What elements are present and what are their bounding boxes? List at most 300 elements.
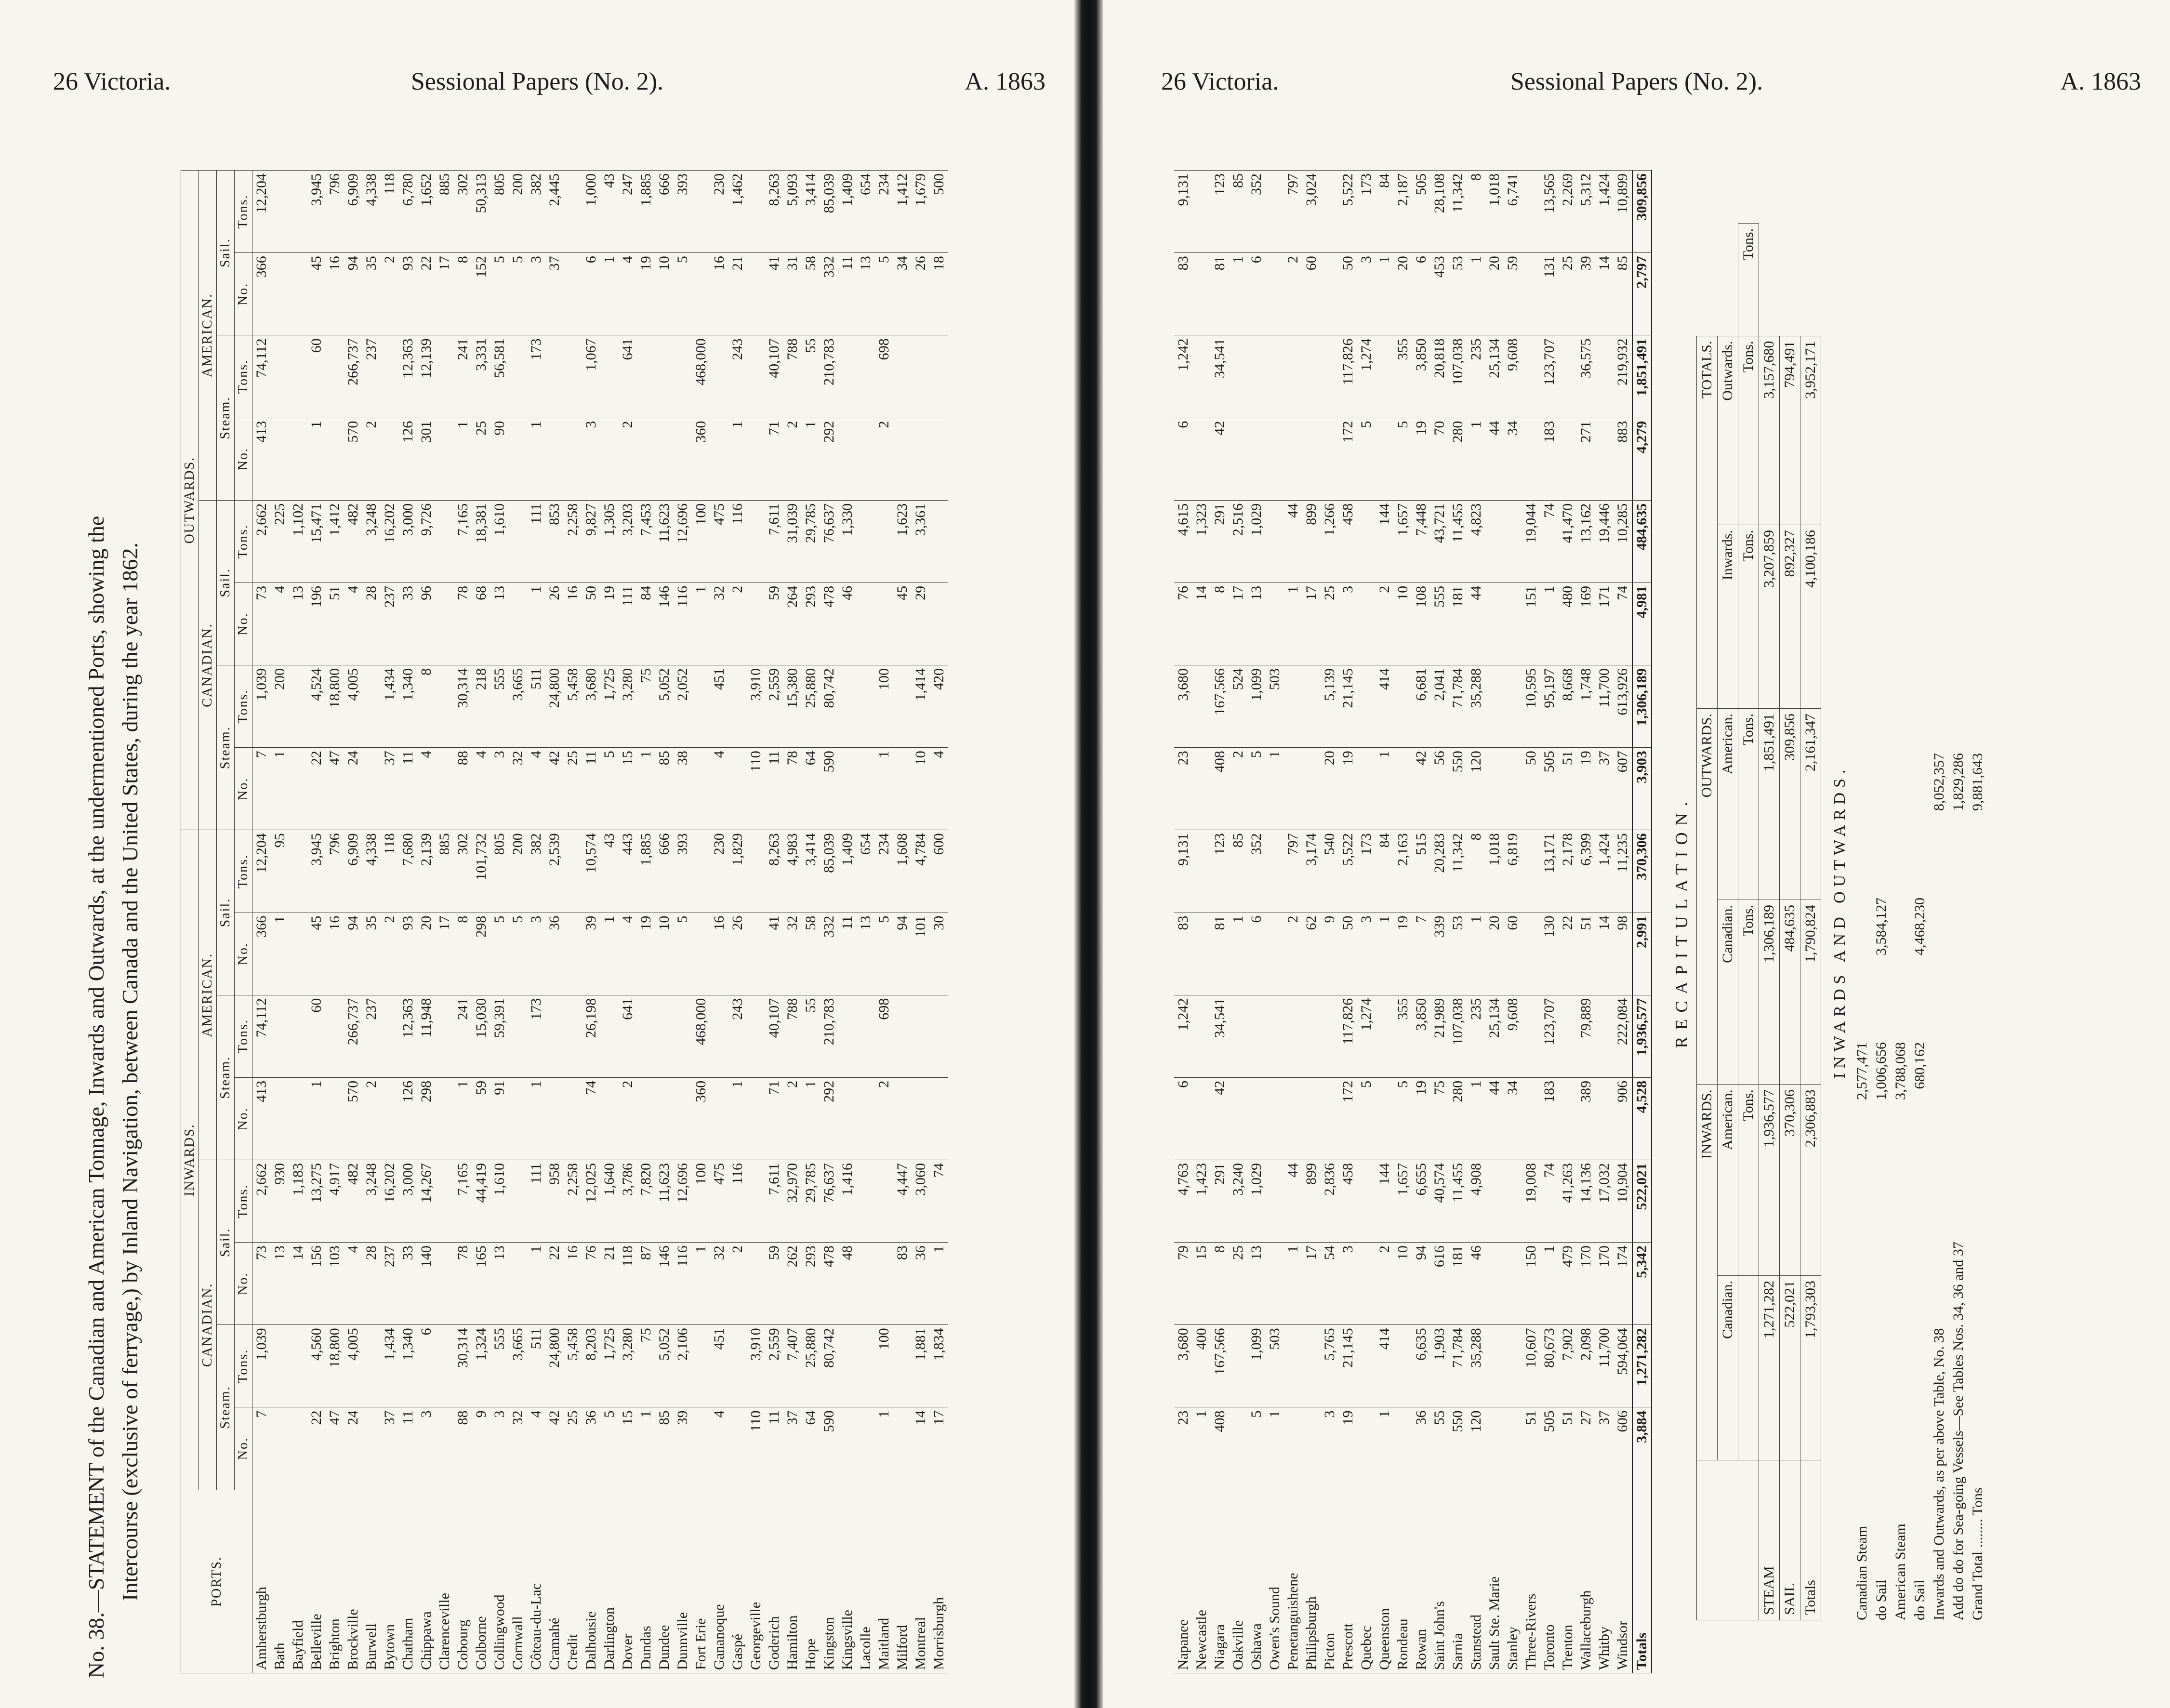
- table-cell: [1559, 995, 1577, 1077]
- port-name: Morrisburgh: [930, 1490, 948, 1673]
- table-cell: 85: [655, 747, 674, 830]
- table-cell: 118: [381, 170, 399, 252]
- table-cell: 5,522: [1339, 830, 1357, 912]
- table-cell: [1522, 830, 1540, 912]
- table-cell: 60: [307, 335, 326, 417]
- table-cell: [564, 170, 582, 252]
- port-name: Queenston: [1376, 1490, 1394, 1673]
- table-cell: [1302, 418, 1321, 500]
- table-cell: [747, 995, 765, 1077]
- table-cell: 2,178: [1559, 830, 1577, 912]
- table-cell: 1: [527, 1077, 545, 1160]
- port-name: Dundas: [637, 1490, 655, 1673]
- table-cell: 555: [1430, 583, 1449, 665]
- totals-cell: 484,635: [1632, 500, 1652, 583]
- table-cell: 85,039: [820, 830, 838, 912]
- io-line: [1873, 223, 1892, 1620]
- table-cell: 12,204: [252, 170, 271, 252]
- table-cell: 11: [399, 747, 417, 830]
- table-cell: [710, 418, 728, 500]
- recap-title: RECAPITULATION.: [1672, 795, 1691, 1048]
- table-cell: [747, 418, 765, 500]
- table-cell: 7,407: [783, 1324, 802, 1407]
- table-cell: [436, 1407, 454, 1490]
- port-name: Three-Rivers: [1522, 1490, 1540, 1673]
- table-cell: [509, 583, 527, 665]
- table-cell: [564, 418, 582, 500]
- table-cell: 42: [1211, 1077, 1229, 1160]
- table-cell: [1504, 747, 1522, 830]
- table-cell: 58: [802, 252, 820, 335]
- table-cell: 2,836: [1321, 1160, 1339, 1242]
- table-cell: 1,640: [600, 1160, 619, 1242]
- totals-cell: 1,936,577: [1632, 995, 1652, 1077]
- table-cell: 37: [381, 1407, 399, 1490]
- table-cell: 4: [472, 747, 490, 830]
- table-cell: [436, 1077, 454, 1160]
- table-row: [1577, 170, 1595, 1673]
- port-name: Chippawa: [417, 1490, 436, 1673]
- table-cell: 1,067: [582, 335, 600, 417]
- table-cell: 1,039: [252, 1324, 271, 1407]
- title-line-1: No. 38.—STATEMENT of the Canadian and American Tonnage, Inwards and Outwards, at the undermentioned Ports, showing the: [84, 516, 108, 1678]
- table-row: [1211, 170, 1229, 1673]
- table-cell: [838, 665, 857, 747]
- table-cell: [674, 335, 692, 417]
- port-name: Toronto: [1540, 1490, 1559, 1673]
- port-name: Niagara: [1211, 1490, 1229, 1673]
- table-cell: 80,742: [820, 1324, 838, 1407]
- table-row: [1540, 170, 1559, 1673]
- table-cell: 1,323: [1192, 500, 1211, 583]
- table-cell: [857, 500, 875, 583]
- port-name: Napanee: [1174, 1490, 1192, 1673]
- table-cell: 1: [728, 418, 747, 500]
- table-cell: 88: [454, 747, 472, 830]
- table-row: [1302, 170, 1321, 1673]
- table-row: [637, 170, 655, 1673]
- table-cell: 1,748: [1577, 665, 1595, 747]
- table-row: [545, 170, 564, 1673]
- port-name: Bayfield: [289, 1490, 307, 1673]
- table-row: [271, 170, 289, 1673]
- table-cell: 1,652: [417, 170, 436, 252]
- table-cell: 3,414: [802, 170, 820, 252]
- table-cell: 3,945: [307, 170, 326, 252]
- table-cell: 3,203: [619, 500, 637, 583]
- table-cell: [1485, 1160, 1504, 1242]
- table-cell: [381, 335, 399, 417]
- table-cell: 414: [1376, 665, 1394, 747]
- table-cell: [1229, 418, 1247, 500]
- table-cell: 42: [1211, 418, 1229, 500]
- table-cell: 666: [655, 170, 674, 252]
- port-name: Dundee: [655, 1490, 674, 1673]
- recap-value: 3,952,171: [1800, 336, 1821, 525]
- table-cell: [1504, 1242, 1522, 1324]
- table-cell: 4,524: [307, 665, 326, 747]
- table-cell: 110: [747, 747, 765, 830]
- table-cell: 5: [1357, 1077, 1376, 1160]
- table-cell: 302: [454, 170, 472, 252]
- table-cell: [893, 747, 912, 830]
- table-cell: [692, 1324, 710, 1407]
- table-cell: 37: [783, 1407, 802, 1490]
- table-cell: 19,008: [1522, 1160, 1540, 1242]
- table-cell: [1595, 418, 1614, 500]
- table-cell: 5: [509, 252, 527, 335]
- table-cell: [1321, 170, 1339, 252]
- table-cell: [674, 995, 692, 1077]
- table-cell: [1229, 1077, 1247, 1160]
- table-cell: 11: [838, 913, 857, 995]
- table-cell: [1266, 500, 1284, 583]
- table-cell: 14: [912, 1407, 930, 1490]
- tonnage-table-right: [1174, 170, 1652, 1673]
- table-cell: 4,447: [893, 1160, 912, 1242]
- rotated-ledger-right: [1164, 151, 2109, 1693]
- table-cell: 1: [271, 747, 289, 830]
- table-row: [1247, 170, 1266, 1673]
- table-cell: [1595, 995, 1614, 1077]
- io-value: [1950, 1042, 1970, 1187]
- port-name: Owen's Sound: [1266, 1490, 1284, 1673]
- table-cell: [692, 252, 710, 335]
- table-cell: 140: [417, 1242, 436, 1324]
- table-cell: 2: [1229, 747, 1247, 830]
- table-cell: 35: [362, 252, 381, 335]
- port-name: Gananoque: [710, 1490, 728, 1673]
- io-subtotal: [1970, 898, 1989, 1042]
- table-cell: [1394, 1407, 1412, 1489]
- recap-out-canadian: Canadian.: [1718, 900, 1738, 1084]
- table-cell: 2,559: [765, 1324, 783, 1407]
- recap-value: 484,635: [1780, 900, 1800, 1084]
- table-cell: 47: [326, 747, 344, 830]
- table-cell: [289, 252, 307, 335]
- table-cell: 2: [783, 418, 802, 500]
- table-cell: [289, 170, 307, 252]
- table-cell: 11,700: [1595, 1324, 1614, 1407]
- table-cell: 71,784: [1449, 665, 1467, 747]
- table-cell: 85: [1614, 252, 1632, 335]
- table-cell: 1: [527, 1242, 545, 1324]
- port-name: Darlington: [600, 1490, 619, 1673]
- table-cell: 19: [1339, 1407, 1357, 1489]
- table-cell: [1357, 1324, 1376, 1407]
- table-cell: 1,608: [893, 830, 912, 912]
- table-cell: 225: [271, 500, 289, 583]
- table-cell: 44: [1485, 1077, 1504, 1160]
- table-cell: 150: [1522, 1242, 1540, 1324]
- table-cell: 107,038: [1449, 335, 1467, 417]
- table-cell: 262: [783, 1242, 802, 1324]
- table-cell: 885: [436, 830, 454, 912]
- table-row: [252, 170, 271, 1673]
- recap-tons-label: Tons.: [1738, 708, 1759, 900]
- table-cell: 5,052: [655, 665, 674, 747]
- table-cell: 1: [1284, 583, 1302, 665]
- table-cell: 1,099: [1247, 1324, 1266, 1407]
- table-cell: 71,784: [1449, 1324, 1467, 1407]
- table-cell: 51: [1577, 913, 1595, 995]
- table-cell: 11: [765, 747, 783, 830]
- table-cell: 8,668: [1559, 665, 1577, 747]
- table-cell: [857, 747, 875, 830]
- table-cell: 96: [417, 583, 436, 665]
- table-row: [912, 170, 930, 1673]
- table-cell: [1357, 665, 1376, 747]
- table-cell: 94: [344, 252, 362, 335]
- table-cell: 3,910: [747, 1324, 765, 1407]
- table-cell: 1: [1467, 1077, 1485, 1160]
- table-cell: 291: [1211, 500, 1229, 583]
- table-cell: 1: [527, 583, 545, 665]
- table-row: [857, 170, 875, 1673]
- io-value: 3,788,068: [1892, 1042, 1908, 1100]
- table-cell: [271, 995, 289, 1077]
- table-cell: 5: [875, 913, 893, 995]
- table-cell: 79,889: [1577, 995, 1595, 1077]
- table-cell: 1,725: [600, 1324, 619, 1407]
- table-cell: [1376, 418, 1394, 500]
- table-cell: [1357, 583, 1376, 665]
- table-cell: 393: [674, 170, 692, 252]
- table-cell: 1: [527, 418, 545, 500]
- steam-header: Steam.: [217, 995, 235, 1160]
- tons-header: Tons.: [235, 1324, 252, 1407]
- table-cell: 20: [1485, 252, 1504, 335]
- page-header: [0, 67, 1074, 106]
- table-cell: 451: [710, 1324, 728, 1407]
- table-cell: 8: [454, 913, 472, 995]
- table-cell: 958: [545, 1160, 564, 1242]
- table-cell: 6,819: [1504, 830, 1522, 912]
- table-cell: 1,039: [252, 665, 271, 747]
- table-row: [527, 170, 545, 1673]
- table-cell: [289, 1077, 307, 1160]
- port-name: Newcastle: [1192, 1490, 1211, 1673]
- table-cell: [747, 583, 765, 665]
- table-cell: 1: [692, 583, 710, 665]
- table-cell: 393: [674, 830, 692, 912]
- table-cell: 39: [582, 913, 600, 995]
- table-cell: 19: [1394, 913, 1412, 995]
- recap-tons-label: Tons.: [1738, 900, 1759, 1084]
- table-cell: [857, 1324, 875, 1407]
- table-cell: 13: [1247, 1242, 1266, 1324]
- totals-cell: 1,306,189: [1632, 665, 1652, 747]
- table-cell: 503: [1266, 665, 1284, 747]
- table-cell: 93: [399, 252, 417, 335]
- table-cell: 15,380: [783, 665, 802, 747]
- table-cell: [1522, 252, 1540, 335]
- table-cell: 355: [1394, 335, 1412, 417]
- table-cell: [747, 1242, 765, 1324]
- table-cell: [1302, 335, 1321, 417]
- table-cell: 2: [783, 1077, 802, 1160]
- table-cell: 44: [1467, 583, 1485, 665]
- table-row: [1339, 170, 1357, 1673]
- table-cell: 85: [1229, 170, 1247, 252]
- table-cell: 1,266: [1321, 500, 1339, 583]
- table-cell: 46: [838, 583, 857, 665]
- table-cell: 14,267: [417, 1160, 436, 1242]
- table-cell: 181: [1449, 1242, 1467, 1324]
- io-subtotal: [1892, 898, 1912, 1042]
- table-cell: [436, 1324, 454, 1407]
- table-cell: 453: [1430, 252, 1449, 335]
- table-cell: 22: [1559, 913, 1577, 995]
- table-cell: [747, 1160, 765, 1242]
- table-row: [1504, 170, 1522, 1673]
- table-cell: [728, 747, 747, 830]
- table-cell: 1: [1266, 1407, 1284, 1489]
- table-cell: 25: [1229, 1242, 1247, 1324]
- table-cell: [1192, 418, 1211, 500]
- table-cell: [1504, 1407, 1522, 1489]
- port-name: Hamilton: [783, 1490, 802, 1673]
- table-cell: 47: [326, 1407, 344, 1490]
- table-cell: [509, 418, 527, 500]
- table-cell: 280: [1449, 1077, 1467, 1160]
- table-cell: 540: [1321, 830, 1339, 912]
- table-cell: [857, 1160, 875, 1242]
- table-cell: 18,800: [326, 1324, 344, 1407]
- table-cell: 9,827: [582, 500, 600, 583]
- table-cell: 13,275: [307, 1160, 326, 1242]
- table-cell: 1,412: [893, 170, 912, 252]
- table-cell: 7: [252, 747, 271, 830]
- table-cell: 80,742: [820, 665, 838, 747]
- table-cell: 3,024: [1302, 170, 1321, 252]
- table-row: [1192, 170, 1211, 1673]
- table-row: [1449, 170, 1467, 1673]
- port-name: Dover: [619, 1490, 637, 1673]
- table-cell: 5: [509, 913, 527, 995]
- table-cell: 167,566: [1211, 1324, 1229, 1407]
- table-cell: 1,340: [399, 665, 417, 747]
- table-cell: 4: [619, 252, 637, 335]
- table-cell: 120: [1467, 1407, 1485, 1489]
- totals-cell: 1,851,491: [1632, 335, 1652, 417]
- table-cell: 1: [1540, 1242, 1559, 1324]
- table-cell: 10,574: [582, 830, 600, 912]
- table-cell: 22: [417, 252, 436, 335]
- table-cell: 478: [820, 1242, 838, 1324]
- recap-in-american: American.: [1718, 1084, 1738, 1275]
- table-row: [1430, 170, 1449, 1673]
- table-cell: 4: [527, 1407, 545, 1490]
- table-cell: 46: [1467, 1242, 1485, 1324]
- table-cell: 4,560: [307, 1324, 326, 1407]
- table-cell: 2,098: [1577, 1324, 1595, 1407]
- table-cell: [930, 500, 948, 583]
- table-cell: 17: [1302, 1242, 1321, 1324]
- table-cell: 15,471: [307, 500, 326, 583]
- no-header: No.: [235, 1242, 252, 1324]
- table-cell: 100: [692, 1160, 710, 1242]
- table-cell: 25: [564, 747, 582, 830]
- table-cell: 16,202: [381, 1160, 399, 1242]
- table-cell: 590: [820, 747, 838, 830]
- table-cell: 550: [1449, 747, 1467, 830]
- table-cell: [1302, 1407, 1321, 1489]
- table-cell: 33: [399, 1242, 417, 1324]
- table-cell: 5: [875, 252, 893, 335]
- totals-row: [1632, 170, 1652, 1673]
- table-cell: 32,970: [783, 1160, 802, 1242]
- table-cell: [1357, 1407, 1376, 1489]
- table-cell: 14: [1595, 252, 1614, 335]
- table-cell: 174: [1614, 1242, 1632, 1324]
- port-name: Brighton: [326, 1490, 344, 1673]
- table-cell: [1504, 665, 1522, 747]
- table-cell: 1,657: [1394, 1160, 1412, 1242]
- table-cell: 1: [307, 1077, 326, 1160]
- table-cell: [564, 913, 582, 995]
- table-cell: 788: [783, 335, 802, 417]
- table-cell: 55: [1430, 1407, 1449, 1489]
- recap-tot-outwards: Outwards.: [1718, 336, 1738, 525]
- table-cell: 36: [1412, 1407, 1430, 1489]
- table-cell: 219,932: [1614, 335, 1632, 417]
- no-header: No.: [235, 913, 252, 995]
- table-cell: [857, 1077, 875, 1160]
- tons-header: Tons.: [235, 500, 252, 583]
- totals-cell: 522,021: [1632, 1160, 1652, 1242]
- table-cell: 7,611: [765, 500, 783, 583]
- table-cell: [710, 335, 728, 417]
- table-cell: 13,162: [1577, 500, 1595, 583]
- table-row: [619, 170, 637, 1673]
- table-cell: 13: [271, 1242, 289, 1324]
- table-cell: 85,039: [820, 170, 838, 252]
- table-cell: 7,902: [1559, 1324, 1577, 1407]
- table-cell: [509, 1242, 527, 1324]
- port-name: Trenton: [1559, 1490, 1577, 1673]
- table-cell: 17: [436, 252, 454, 335]
- table-cell: [545, 1077, 564, 1160]
- port-name: Kingsville: [838, 1490, 857, 1673]
- table-cell: [857, 418, 875, 500]
- table-cell: 32: [710, 583, 728, 665]
- steam-header: Steam.: [217, 335, 235, 500]
- table-cell: [289, 913, 307, 995]
- table-cell: [1284, 335, 1302, 417]
- table-cell: 45: [307, 252, 326, 335]
- table-cell: [289, 418, 307, 500]
- table-cell: 32: [509, 1407, 527, 1490]
- table-cell: [1192, 252, 1211, 335]
- table-cell: 3,850: [1412, 995, 1430, 1077]
- table-cell: [1376, 1077, 1394, 1160]
- table-cell: 19: [1412, 1077, 1430, 1160]
- table-cell: 22: [307, 1407, 326, 1490]
- table-cell: 3: [1339, 1242, 1357, 1324]
- table-cell: 76,637: [820, 500, 838, 583]
- table-cell: 101,732: [472, 830, 490, 912]
- table-cell: [1192, 1077, 1211, 1160]
- table-cell: 4,917: [326, 1160, 344, 1242]
- table-cell: 408: [1211, 1407, 1229, 1489]
- table-cell: 90: [490, 418, 509, 500]
- table-cell: 50,313: [472, 170, 490, 252]
- table-cell: 4,763: [1174, 1160, 1192, 1242]
- table-cell: 458: [1339, 1160, 1357, 1242]
- table-cell: 101: [912, 913, 930, 995]
- table-cell: [1284, 665, 1302, 747]
